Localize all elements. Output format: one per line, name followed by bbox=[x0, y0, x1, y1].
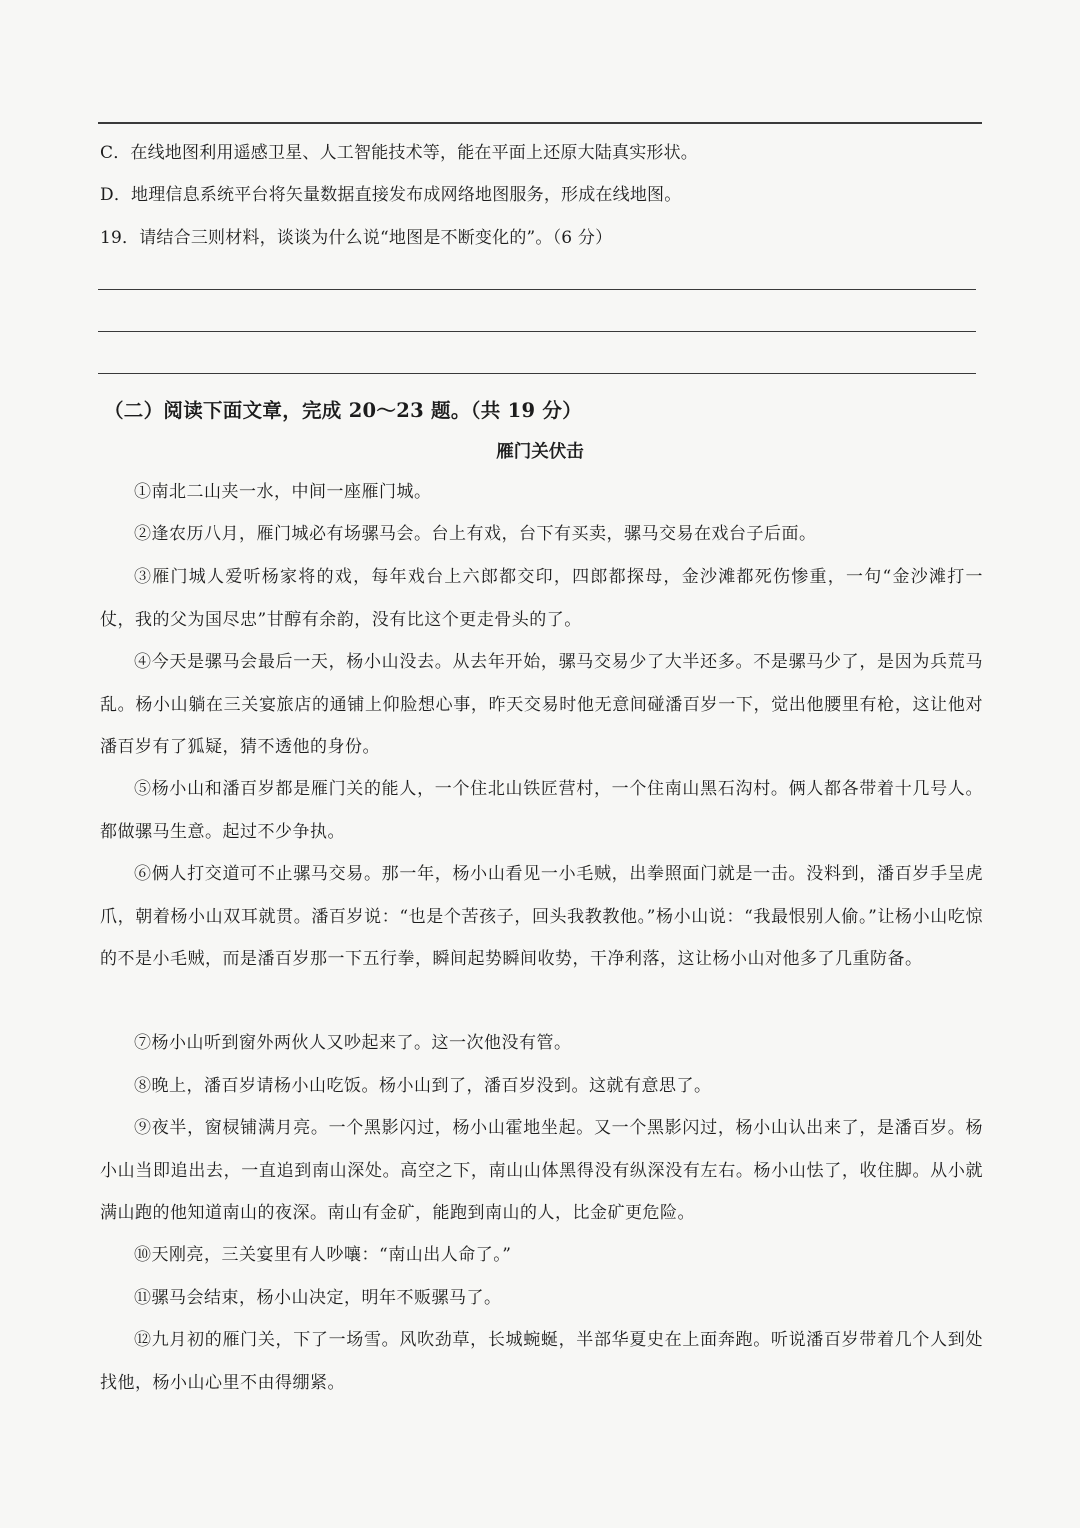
answer-line-2 bbox=[98, 331, 976, 332]
option-c: C．在线地图利用遥感卫星、人工智能技术等，能在平面上还原大陆真实形状。 bbox=[100, 143, 699, 163]
paragraph-4: ④今天是骡马会最后一天，杨小山没去。从去年开始，骡马交易少了大半还多。不是骡马少了，是因为兵荒马乱。杨小山躺在三关宴旅店的通铺上仰脸想心事，昨天交易时他无意间碰潘百岁一下，觉出他腰里有枪，这让他对潘百岁有了狐疑，猜不透他的身份。 bbox=[100, 652, 983, 757]
paragraph-2: ②逢农历八月，雁门城必有场骡马会。台上有戏，台下有买卖，骡马交易在戏台子后面。 bbox=[134, 524, 817, 544]
paragraph-11: ⑪骡马会结束，杨小山决定，明年不贩骡马了。 bbox=[134, 1288, 502, 1308]
section-2-heading: （二）阅读下面文章，完成 20～23 题。（共 19 分） bbox=[104, 399, 583, 422]
paragraph-1: ①南北二山夹一水，中间一座雁门城。 bbox=[134, 482, 432, 502]
answer-line-1 bbox=[98, 289, 976, 290]
paragraph-6: ⑥俩人打交道可不止骡马交易。那一年，杨小山看见一小毛贼，出拳照面门就是一击。没料到，潘百岁手呈虎爪，朝着杨小山双耳就贯。潘百岁说：“也是个苦孩子，回头我教教他。”杨小山说：“我最恨别人偷。”让杨小山吃惊的不是小毛贼，而是潘百岁那一下五行拳，瞬间起势瞬间收势，干净利落，这让杨小山对他多了几重防备。 bbox=[100, 864, 983, 969]
question-19: 19．请结合三则材料，谈谈为什么说“地图是不断变化的”。（6 分） bbox=[100, 228, 613, 248]
paragraph-5: ⑤杨小山和潘百岁都是雁门关的能人，一个住北山铁匠营村，一个住南山黑石沟村。俩人都各带着十几号人。都做骡马生意。起过不少争执。 bbox=[100, 779, 983, 842]
top-divider bbox=[98, 122, 982, 124]
paragraph-10: ⑩天刚亮，三关宴里有人吵嚷：“南山出人命了。” bbox=[134, 1245, 512, 1265]
paragraph-12: ⑫九月初的雁门关，下了一场雪。风吹劲草，长城蜿蜒，半部华夏史在上面奔跑。听说潘百岁带着几个人到处找他，杨小山心里不由得绷紧。 bbox=[100, 1330, 983, 1393]
paragraph-3: ③雁门城人爱听杨家将的戏，每年戏台上六郎都交印，四郎都探母，金沙滩都死伤惨重，一句“金沙滩打一仗，我的父为国尽忠”甘醇有余韵，没有比这个更走骨头的了。 bbox=[100, 567, 983, 630]
option-d: D．地理信息系统平台将矢量数据直接发布成网络地图服务，形成在线地图。 bbox=[100, 185, 682, 205]
paragraph-7: ⑦杨小山听到窗外两伙人又吵起来了。这一次他没有管。 bbox=[134, 1033, 572, 1053]
article-title: 雁门关伏击 bbox=[496, 442, 584, 462]
paragraph-8: ⑧晚上，潘百岁请杨小山吃饭。杨小山到了，潘百岁没到。这就有意思了。 bbox=[134, 1076, 712, 1096]
answer-line-3 bbox=[98, 373, 976, 374]
paragraph-9: ⑨夜半，窗棂铺满月亮。一个黑影闪过，杨小山霍地坐起。又一个黑影闪过，杨小山认出来了，是潘百岁。杨小山当即追出去，一直追到南山深处。高空之下，南山山体黑得没有纵深没有左右。杨小山怯了，收住脚。从小就满山跑的他知道南山的夜深。南山有金矿，能跑到南山的人，比金矿更危险。 bbox=[100, 1118, 983, 1223]
